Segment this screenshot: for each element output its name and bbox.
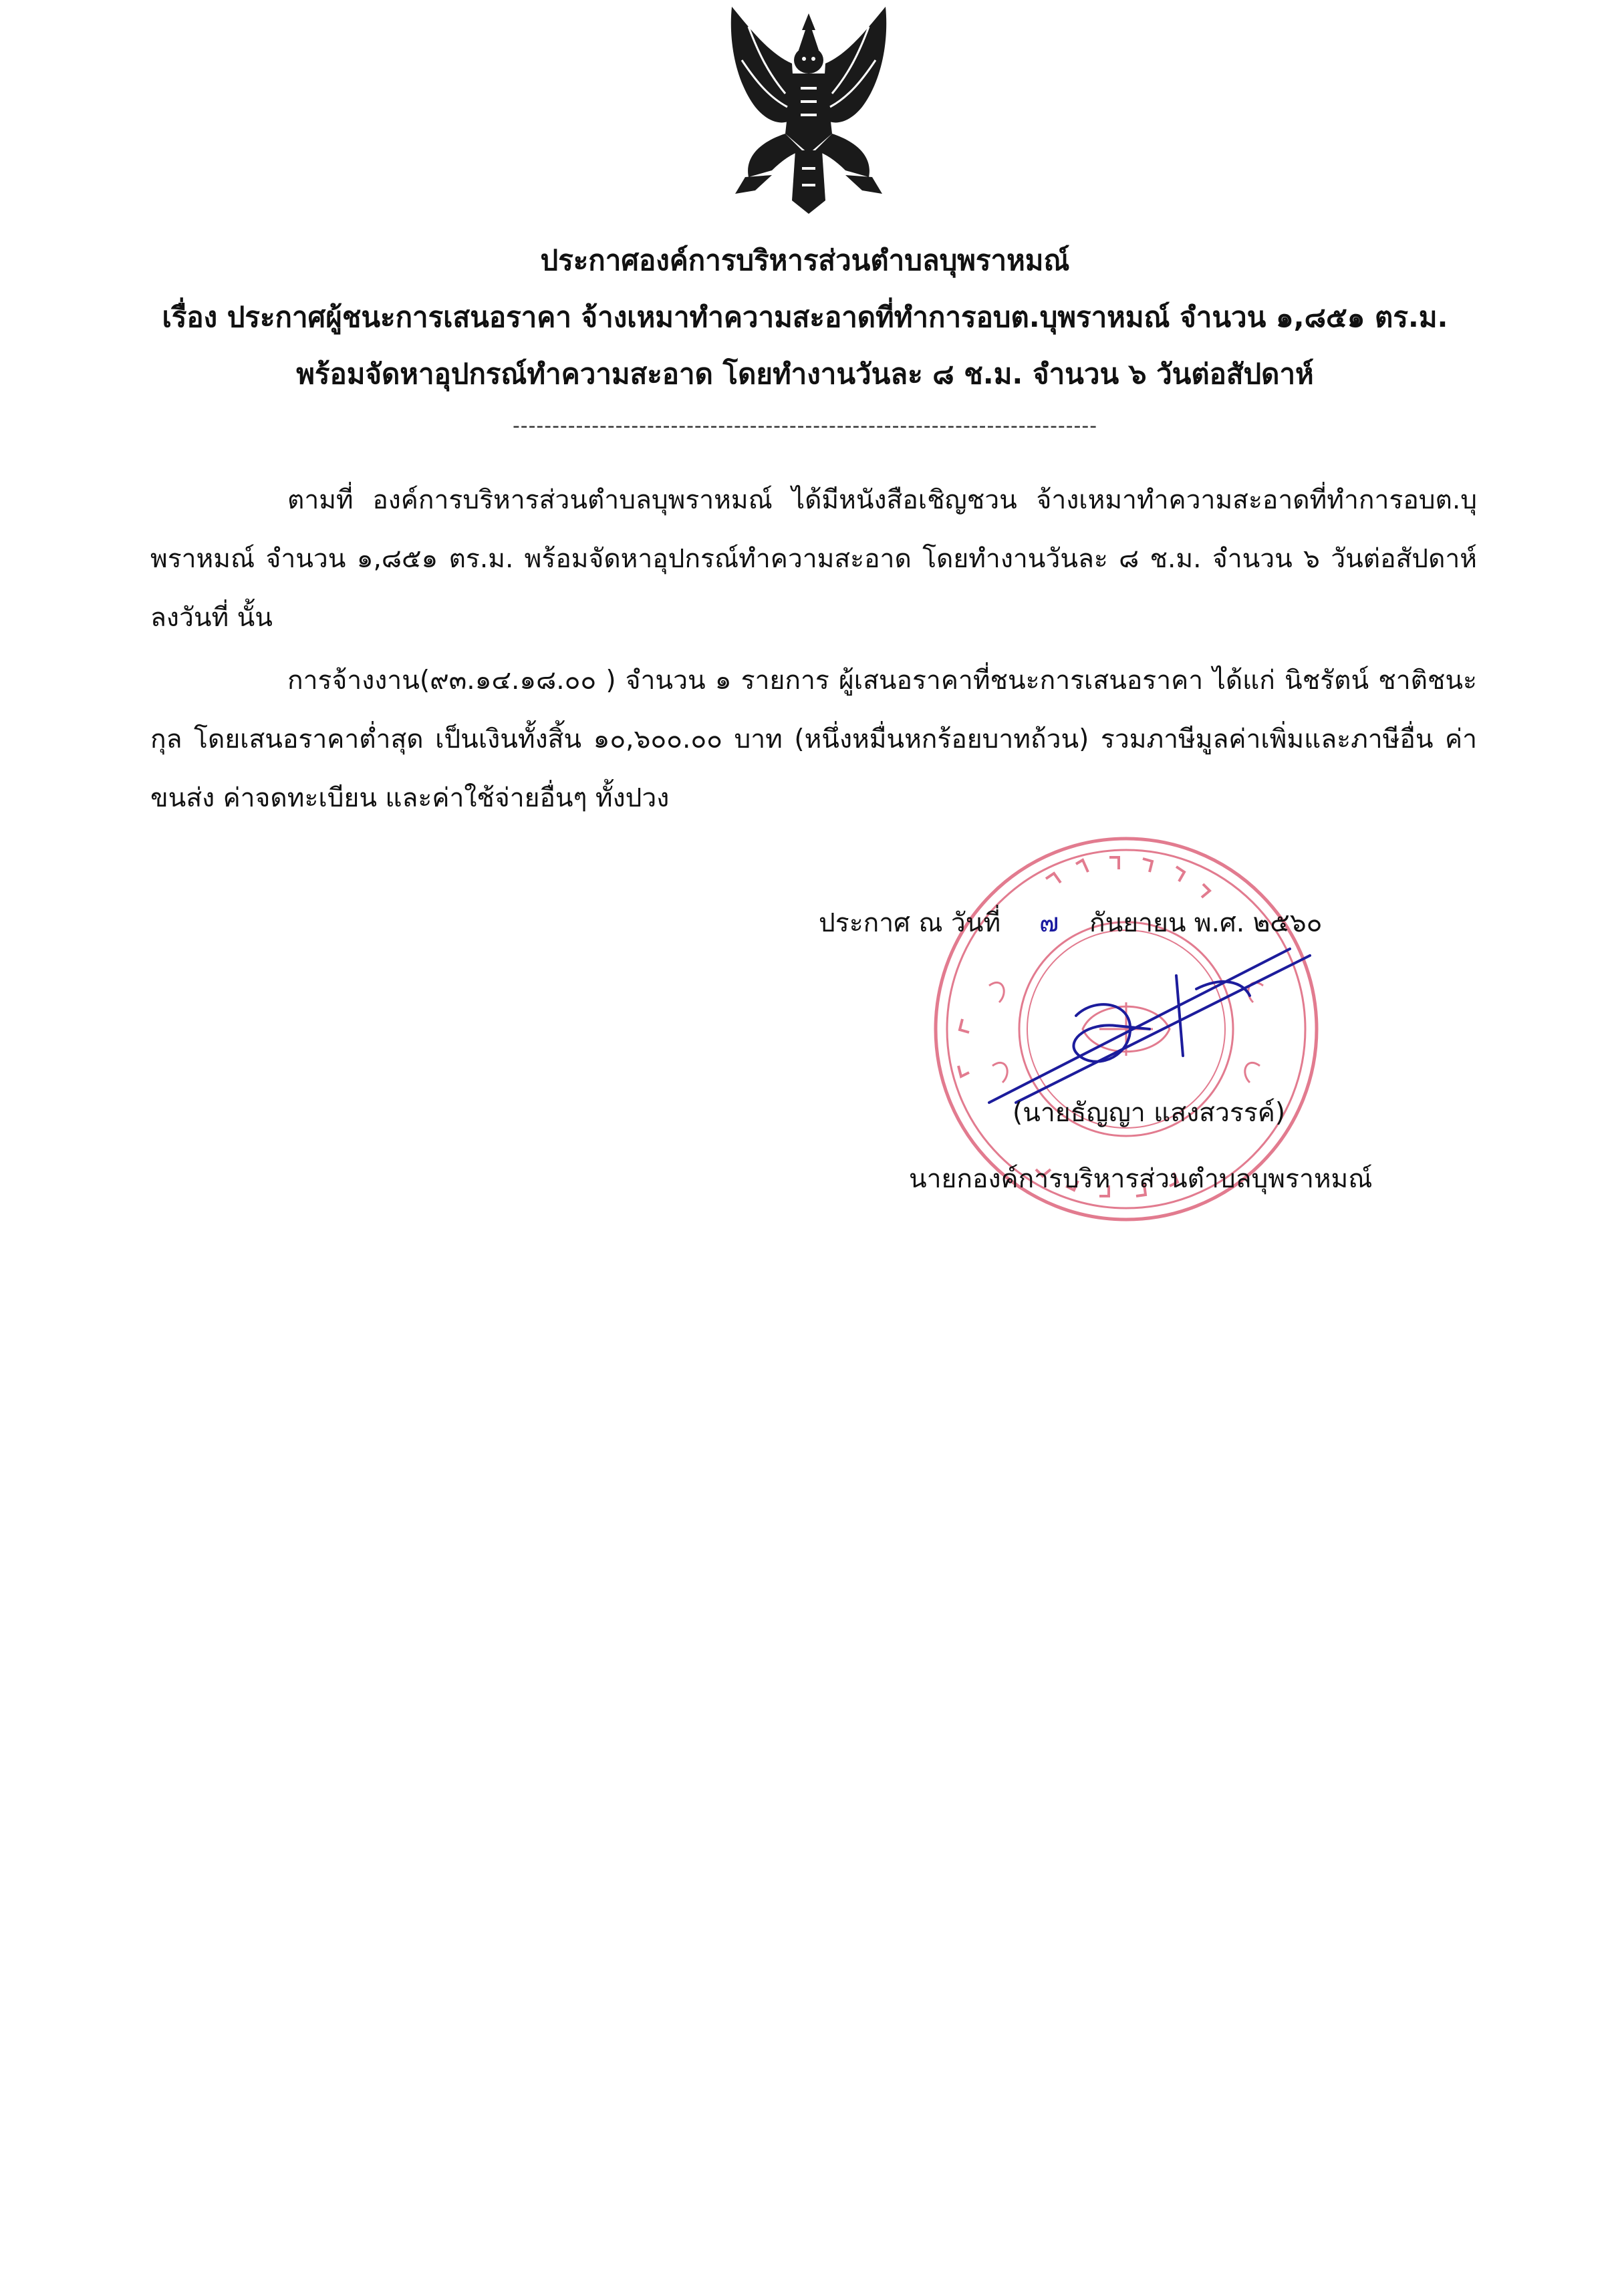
announcement-day: ๗: [1039, 908, 1059, 938]
signer-name: (นายธัญญา แสงสวรรค์): [1013, 1098, 1286, 1128]
announcement-month-year: กันยายน พ.ศ. ๒๕๖๐: [1089, 908, 1323, 938]
garuda-emblem-icon: [708, 0, 909, 234]
signature-icon: [976, 936, 1323, 1109]
document-title: ประกาศองค์การบริหารส่วนตำบลบุพราหมณ์: [540, 244, 1070, 277]
separator-line: --------------------------------------------------------------------------: [512, 414, 1098, 438]
signer-position: นายกองค์การบริหารส่วนตำบลบุพราหมณ์: [909, 1164, 1373, 1194]
body-paragraph-1: ตามที่ องค์การบริหารส่วนตำบลบุพราหมณ์ ได้มีหนังสือเชิญชวน จ้างเหมาทำความสะอาดที่ทำการอบต.บุพราหมณ์ จำนวน ๑,๘๕๑ ตร.ม. พร้อมจัดหาอุปกรณ์ทำความสะอาด โดยทำงานวันละ ๘ ช.ม. จำนวน ๖ วันต่อสัปดาห์ ลงวันที่ นั้น: [150, 485, 1477, 633]
body-paragraph-2: การจ้างงาน(๙๓.๑๔.๑๘.๐๐ ) จำนวน ๑ รายการ ผู้เสนอราคาที่ชนะการเสนอราคา ได้แก่ นิชรัตน์ ชาติชนะกุล โดยเสนอราคาต่ำสุด เป็นเงินทั้งสิ้น ๑๐,๖๐๐.๐๐ บาท (หนึ่งหมื่นหกร้อยบาทถ้วน) รวมภาษีมูลค่าเพิ่มและภาษีอื่น ค่าขนส่ง ค่าจดทะเบียน และค่าใช้จ่ายอื่นๆ ทั้งปวง: [150, 666, 1477, 813]
subject-line-1: เรื่อง ประกาศผู้ชนะการเสนอราคา จ้างเหมาทำความสะอาดที่ทำการอบต.บุพราหมณ์ จำนวน ๑,๘๕๑ ตร.ม.: [162, 301, 1448, 333]
announcement-date-label: ประกาศ ณ วันที่: [819, 908, 1001, 938]
subject-line-2: พร้อมจัดหาอุปกรณ์ทำความสะอาด โดยทำงานวันละ ๘ ช.ม. จำนวน ๖ วันต่อสัปดาห์: [296, 357, 1314, 390]
